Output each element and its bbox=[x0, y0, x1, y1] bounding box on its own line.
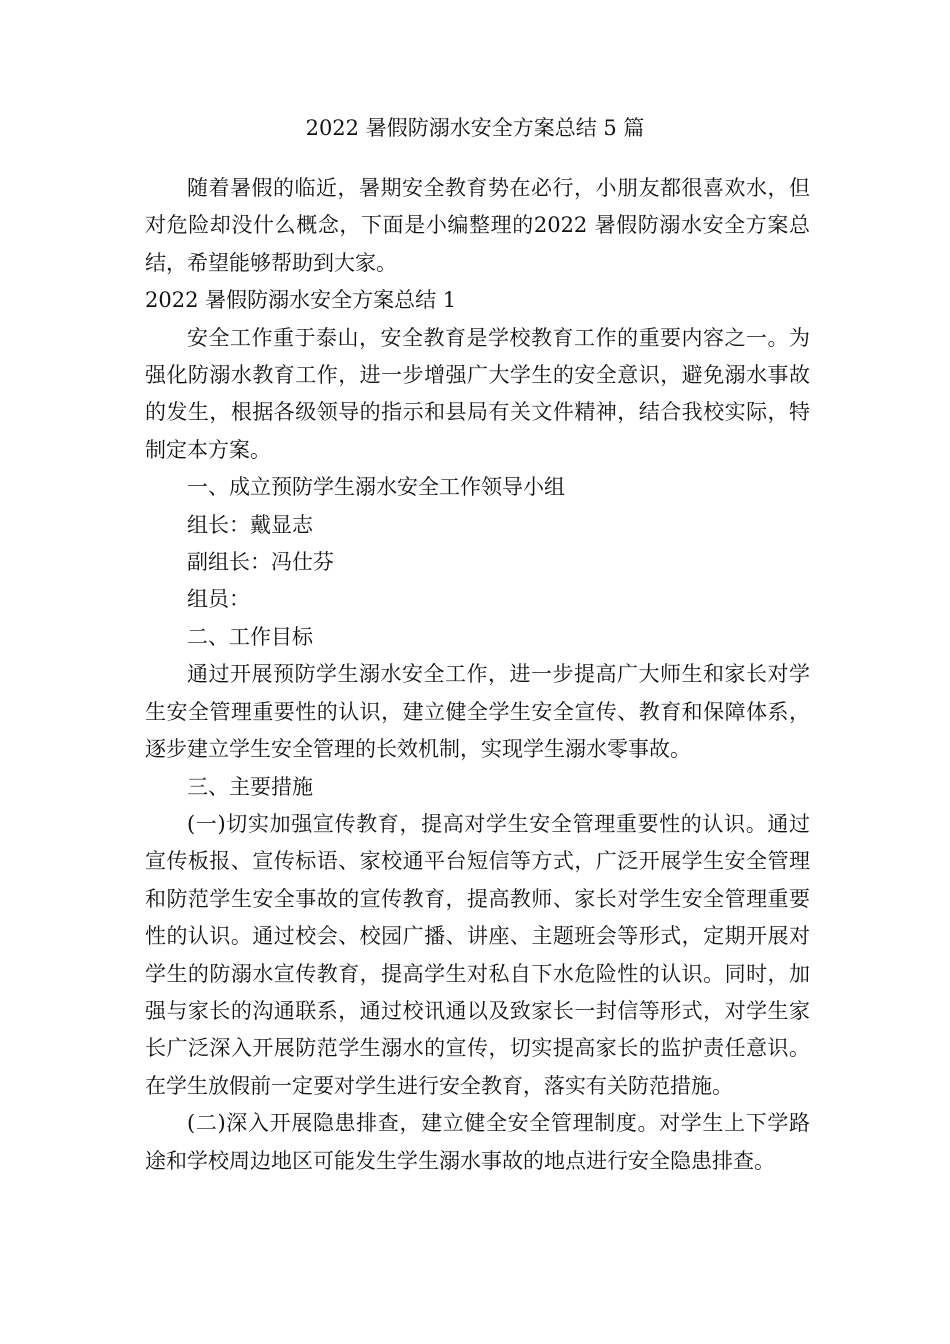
work-goal-paragraph: 通过开展预防学生溺水安全工作，进一步提高广大师生和家长对学生安全管理重要性的认识，建立健全学生安全宣传、教育和保障体系，逐步建立学生安全管理的长效机制，实现学生溺水零事故。 bbox=[145, 662, 810, 762]
document-title: 2022 暑假防溺水安全方案总结 5 篇 bbox=[305, 116, 645, 140]
part-two-heading: 二、工作目标 bbox=[187, 624, 313, 649]
members-line: 组员： bbox=[187, 587, 250, 612]
measure-two-paragraph: (二)深入开展隐患排查，建立健全安全管理制度。对学生上下学路途和学校周边地区可能发生学生溺水事故的地点进行安全隐患排查。 bbox=[145, 1111, 810, 1173]
group-leader-line: 组长：戴显志 bbox=[187, 512, 313, 537]
part-one-heading: 一、成立预防学生溺水安全工作领导小组 bbox=[187, 475, 565, 500]
document-body bbox=[145, 170, 810, 1180]
intro-paragraph: 随着暑假的临近，暑期安全教育势在必行，小朋友都很喜欢水，但对危险却没什么概念，下面是小编整理的2022 暑假防溺水安全方案总结，希望能够帮助到大家。 bbox=[145, 176, 810, 275]
section-heading-1: 2022 暑假防溺水安全方案总结 1 bbox=[145, 288, 457, 313]
measure-one-paragraph: (一)切实加强宣传教育，提高对学生安全管理重要性的认识。通过宣传板报、宣传标语、家校通平台短信等方式，广泛开展学生安全管理和防范学生安全事故的宣传教育，提高教师、家长对学生安全管理重要性的认识。通过校会、校园广播、讲座、主题班会等形式，定期开展对学生的防溺水宣传教育，提高学生对私自下水危险性的认识。同时，加强与家长的沟通联系，通过校讯通以及致家长一封信等形式，对学生家长广泛深入开展防范学生溺水的宣传，切实提高家长的监护责任意识。在学生放假前一定要对学生进行安全教育，落实有关防范措施。 bbox=[145, 811, 810, 1098]
vice-leader-line: 副组长：冯仕芬 bbox=[187, 550, 334, 575]
part-three-heading: 三、主要措施 bbox=[187, 774, 313, 799]
section-intro-paragraph: 安全工作重于泰山，安全教育是学校教育工作的重要内容之一。为强化防溺水教育工作，进一步增强广大学生的安全意识，避免溺水事故的发生，根据各级领导的指示和县局有关文件精神，结合我校实际，特制定本方案。 bbox=[145, 325, 810, 462]
